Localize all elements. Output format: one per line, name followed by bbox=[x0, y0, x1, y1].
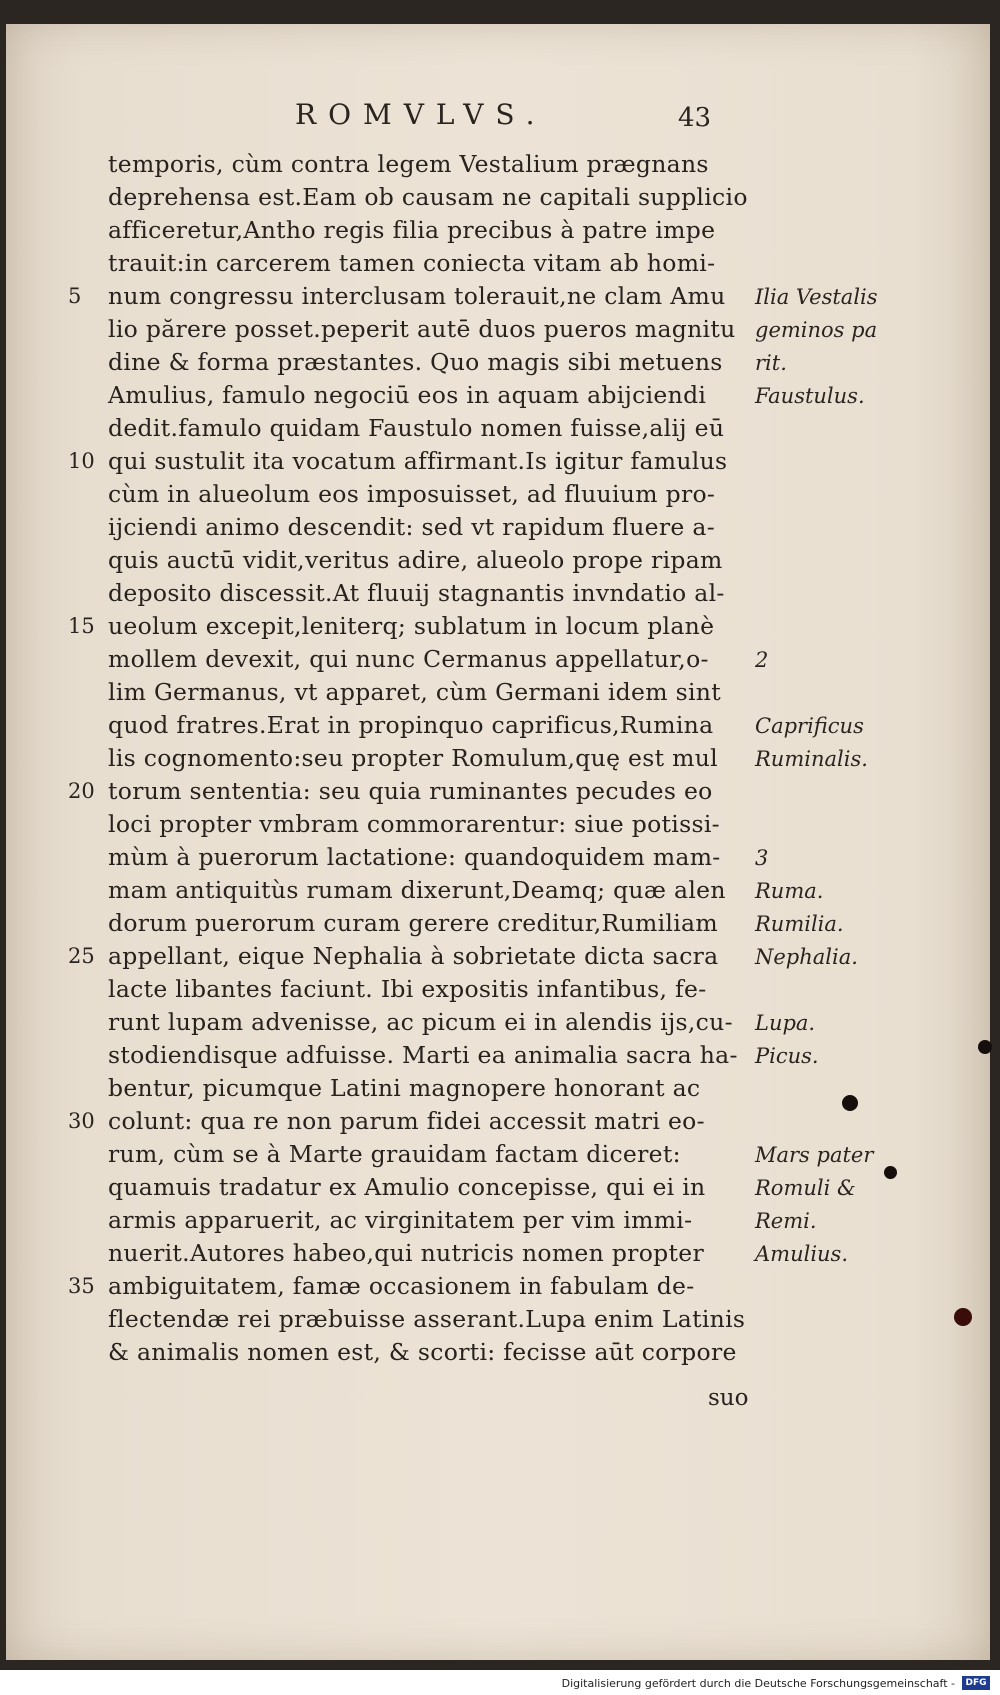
text-line: dorum puerorum curam gerere creditur,Rumiliam bbox=[108, 909, 718, 937]
line-number: 20 bbox=[68, 779, 95, 803]
marginal-note: Caprificus bbox=[755, 714, 864, 738]
text-line: bentur, picumque Latini magnopere honorant ac bbox=[108, 1074, 701, 1102]
text-line: num congressu interclusam tolerauit,ne clam Amu bbox=[108, 282, 726, 310]
text-line: ambiguitatem, famæ occasionem in fabulam de- bbox=[108, 1272, 695, 1300]
line-number: 15 bbox=[68, 614, 95, 638]
text-line: nuerit.Autores habeo,qui nutricis nomen propter bbox=[108, 1239, 704, 1267]
text-line: ijciendi animo descendit: sed vt rapidum fluere a- bbox=[108, 513, 715, 541]
text-line: lacte libantes faciunt. Ibi expositis infantibus, fe- bbox=[108, 975, 707, 1003]
marginal-note: Lupa. bbox=[755, 1011, 816, 1035]
marginal-note: 3 bbox=[755, 846, 769, 870]
marginal-note: Faustulus. bbox=[755, 384, 865, 408]
text-line: torum sententia: seu quia ruminantes pecudes eo bbox=[108, 777, 713, 805]
text-line: afficeretur,Antho regis filia precibus à patre impe bbox=[108, 216, 716, 244]
ink-spot bbox=[842, 1095, 858, 1111]
text-line: quamuis tradatur ex Amulio concepisse, qui ei in bbox=[108, 1173, 706, 1201]
main-text bbox=[108, 148, 758, 1369]
text-line: quod fratres.Erat in propinquo caprificus,Rumina bbox=[108, 711, 714, 739]
ink-spot bbox=[884, 1166, 897, 1179]
text-line: qui sustulit ita vocatum affirmant.Is igitur famulus bbox=[108, 447, 728, 475]
text-line: rum, cùm se à Marte grauidam factam diceret: bbox=[108, 1140, 681, 1168]
text-line: cùm in alueolum eos imposuisset, ad fluuium pro- bbox=[108, 480, 716, 508]
text-line: deprehensa est.Eam ob causam ne capitali supplicio bbox=[108, 183, 748, 211]
text-line: appellant, eique Nephalia à sobrietate dicta sacra bbox=[108, 942, 719, 970]
marginal-note: geminos pa bbox=[755, 318, 878, 342]
text-line: stodiendisque adfuisse. Marti ea animalia sacra ha- bbox=[108, 1041, 738, 1069]
running-title: ROMVLVS. bbox=[295, 98, 547, 131]
marginal-note: Nephalia. bbox=[755, 945, 858, 969]
text-line: dedit.famulo quidam Faustulo nomen fuisse,alij eū bbox=[108, 414, 725, 442]
marginal-note: rit. bbox=[755, 351, 787, 375]
line-number: 10 bbox=[68, 449, 95, 473]
marginal-note: Ruminalis. bbox=[755, 747, 868, 771]
text-line: flectendæ rei præbuisse asserant.Lupa enim Latinis bbox=[108, 1305, 746, 1333]
text-line: runt lupam advenisse, ac picum ei in alendis ijs,cu- bbox=[108, 1008, 733, 1036]
marginal-note: Mars pater bbox=[755, 1143, 874, 1167]
text-line: lim Germanus, vt apparet, cùm Germani idem sint bbox=[108, 678, 721, 706]
marginal-note: Romuli & bbox=[755, 1176, 856, 1200]
text-line: ueolum excepit,leniterq; sublatum in locum planè bbox=[108, 612, 715, 640]
line-number: 25 bbox=[68, 944, 95, 968]
ink-spot bbox=[954, 1308, 972, 1326]
text-line: Amulius, famulo negociū eos in aquam abijciendi bbox=[108, 381, 707, 409]
line-number: 35 bbox=[68, 1274, 95, 1298]
text-line: armis apparuerit, ac virginitatem per vim immi- bbox=[108, 1206, 693, 1234]
line-number: 5 bbox=[68, 284, 82, 308]
page-number: 43 bbox=[678, 103, 712, 133]
text-line: temporis, cùm contra legem Vestalium prægnans bbox=[108, 150, 709, 178]
dfg-logo: DFG bbox=[962, 1676, 990, 1690]
text-line: lis cognomento:seu propter Romulum,quę est mul bbox=[108, 744, 718, 772]
text-line: mùm à puerorum lactatione: quandoquidem mam- bbox=[108, 843, 721, 871]
marginal-note: Remi. bbox=[755, 1209, 817, 1233]
text-line: colunt: qua re non parum fidei accessit matri eo- bbox=[108, 1107, 705, 1135]
line-number: 30 bbox=[68, 1109, 95, 1133]
text-line: deposito discessit.At fluuij stagnantis invndatio al- bbox=[108, 579, 725, 607]
marginal-note: Picus. bbox=[755, 1044, 819, 1068]
text-line: mollem devexit, qui nunc Cermanus appellatur,o- bbox=[108, 645, 709, 673]
text-line: mam antiquitùs rumam dixerunt,Deamq; quæ alen bbox=[108, 876, 726, 904]
text-line: loci propter vmbram commorarentur: siue potissi- bbox=[108, 810, 720, 838]
catchword: suo bbox=[708, 1385, 749, 1411]
ink-spot bbox=[978, 1040, 992, 1054]
marginal-note: Ruma. bbox=[755, 879, 824, 903]
digitization-credit: Digitalisierung gefördert durch die Deutsche Forschungsgemeinschaft - bbox=[561, 1677, 955, 1690]
text-line: trauit:in carcerem tamen coniecta vitam ab homi- bbox=[108, 249, 716, 277]
marginal-note: Rumilia. bbox=[755, 912, 844, 936]
text-line: & animalis nomen est, & scorti: fecisse aūt corpore bbox=[108, 1338, 737, 1366]
text-line: lio părere posset.peperit autē duos pueros magnitu bbox=[108, 315, 736, 343]
marginal-note: Ilia Vestalis bbox=[755, 285, 878, 309]
marginal-note: Amulius. bbox=[755, 1242, 849, 1266]
marginal-note: 2 bbox=[755, 648, 769, 672]
text-line: dine & forma præstantes. Quo magis sibi metuens bbox=[108, 348, 723, 376]
text-line: quis auctū vidit,veritus adire, alueolo prope ripam bbox=[108, 546, 723, 574]
